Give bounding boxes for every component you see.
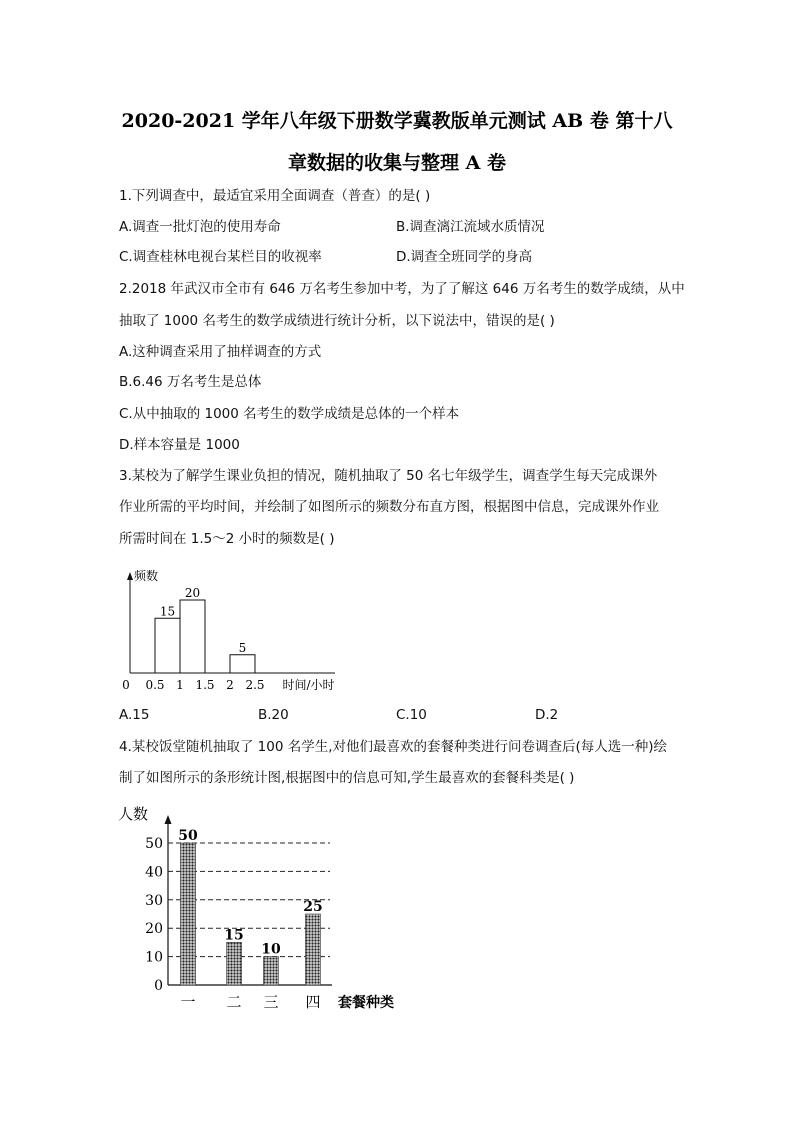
category-label: 三: [263, 993, 279, 1011]
q3-option-c: C.10: [396, 707, 427, 723]
y-tick-label: 30: [145, 892, 163, 909]
frequency-histogram: [110, 560, 370, 700]
q4-stem-line-1: 4.某校饭堂随机抽取了 100 名学生,对他们最喜欢的套餐种类进行问卷调查后(每人选一种)绘: [119, 739, 668, 755]
bar-value-label: 25: [303, 899, 323, 915]
q2-option-c: C.从中抽取的 1000 名考生的数学成绩是总体的一个样本: [119, 406, 460, 422]
bar-value-label: 20: [184, 586, 201, 600]
y-tick-label: 20: [145, 921, 163, 938]
histogram-bar: [230, 655, 255, 673]
bar-value-label: 50: [178, 828, 198, 844]
x-axis-label: 时间/小时: [282, 678, 335, 692]
bar: [306, 914, 321, 985]
category-label: 四: [305, 993, 321, 1011]
category-label: 一: [180, 993, 196, 1011]
category-label: 二: [226, 993, 242, 1011]
q4-stem-line-2: 制了如图所示的条形统计图,根据图中的信息可知,学生最喜欢的套餐科类是( ): [119, 770, 575, 786]
y-tick-label: 50: [145, 836, 163, 852]
q1-option-d: D.调查全班同学的身高: [396, 249, 533, 265]
q2-stem-line-1: 2.2018 年武汉市全市有 646 万名考生参加中考，为了了解这 646 万名考生的数学成绩，从中: [119, 281, 685, 297]
y-tick-label: 0: [154, 978, 163, 994]
q3-option-a: A.15: [119, 707, 150, 723]
q2-stem-line-2: 抽取了 1000 名考生的数学成绩进行统计分析，以下说法中，错误的是( ): [119, 313, 555, 329]
bar: [264, 957, 279, 985]
document-title-line-2: 章数据的收集与整理 A 卷: [288, 152, 506, 174]
x-tick-label: 0: [122, 678, 130, 692]
y-tick-label: 10: [145, 949, 163, 966]
bar-value-label: 15: [224, 927, 244, 944]
q1-stem: 1.下列调查中，最适宜采用全面调查（普查）的是( ): [119, 188, 431, 204]
q2-option-d: D.样本容量是 1000: [119, 437, 240, 453]
q3-option-d: D.2: [535, 707, 559, 723]
bar: [181, 843, 196, 985]
x-tick-label: 2: [226, 678, 234, 692]
y-axis-arrow: [127, 572, 133, 580]
bar-value-label: 10: [261, 941, 281, 958]
y-axis-label: 频数: [134, 569, 159, 583]
q2-option-b: B.6.46 万名考生是总体: [119, 374, 262, 390]
q1-option-c: C.调查桂林电视台某栏目的收视率: [119, 249, 322, 265]
x-tick-label: 2.5: [245, 678, 265, 692]
x-axis-label: 套餐种类: [338, 995, 394, 1011]
q3-stem-line-1: 3.某校为了解学生课业负担的情况，随机抽取了 50 名七年级学生，调查学生每天完成课外: [119, 468, 658, 484]
histogram-bar: [155, 618, 180, 673]
x-tick-label: 1: [176, 678, 184, 692]
histogram-bar: [180, 600, 205, 673]
meal-type-bar-chart: [110, 795, 410, 1020]
q2-option-a: A.这种调查采用了抽样调查的方式: [119, 344, 322, 360]
x-tick-label: 1.5: [195, 678, 215, 692]
q1-option-b: B.调查漓江流域水质情况: [396, 219, 545, 235]
q3-stem-line-3: 所需时间在 1.5～2 小时的频数是( ): [119, 531, 335, 547]
y-tick-label: 40: [145, 864, 163, 881]
q3-stem-line-2: 作业所需的平均时间，并绘制了如图所示的频数分布直方图，根据图中信息，完成课外作业: [119, 499, 659, 515]
document-title-line-1: 2020-2021 学年八年级下册数学冀教版单元测试 AB 卷 第十八: [121, 110, 673, 132]
bar-value-label: 15: [159, 604, 176, 619]
q3-option-b: B.20: [258, 707, 289, 723]
bar-value-label: 5: [238, 640, 247, 655]
y-axis-label: 人数: [118, 805, 149, 823]
bar: [227, 942, 242, 985]
y-axis-arrow: [165, 815, 172, 824]
q1-option-a: A.调查一批灯泡的使用寿命: [119, 219, 281, 235]
x-tick-label: 0.5: [145, 678, 165, 692]
